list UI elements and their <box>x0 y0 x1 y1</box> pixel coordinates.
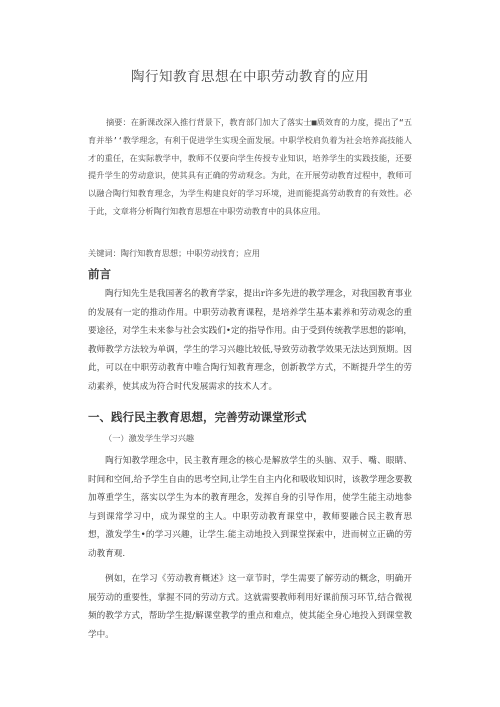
section-1-subheading: （一）激发学生学习兴趣 <box>104 433 195 443</box>
section-1-text-1: 陶行知教学理念中，民主教育理念的核心是解放学生的头脑、双手、嘴、眼睛、时间和空间,给予学生自由的思考空间,让学生自主内化和吸收知识时，该教学理念要教加尊重学生，落实以学生为本的教育理念，发挥自身的引导作用，使学生能主动地参与到课常学习中，成为课堂的主人。中职劳动教育课堂中，教师要融合民主教育思想，激发学生•的学习兴趣，让学生.能主动地投入到课堂探索中，进而树立正确的劳动教育观. <box>88 456 412 559</box>
section-1-text-2: 例如，在学习《劳动教育概述》这一章节时，学生需要了解劳动的概念，明确开展劳动的重要性，掌握不同的劳动方式。这就需要教师利用好课前预习环节,结合微视频的教学方式，帮助学生提/解课堂教学的重点和难点，使其能全身心地投入到课堂教学中。 <box>88 574 412 640</box>
keywords: 关键词：陶行知教育思想；中职劳动找育；应用 <box>88 248 260 258</box>
intro-paragraph <box>88 285 412 397</box>
abstract-text: 摘要：在新课改深入推行背景下，教育部门加大了落实士■质效育的力度，提出了“五育并举’‘教学理念，有利于促进学生实现全面发展。中职学校肩负着为社会培养高技能人才的重任，在实际教学中，教师不仅要向学生传授专业知识，培养学生的实践技能，还要提升学生的劳动意识，使其具有正确的劳动观念。为此，在开展劳动教育过程中，教师可以融合陶行知教育理念，为学生构建良好的学习环境，进而能提高劳动教育的有效性。必于此，文章将分析陶行知教育思想在中职劳动教育中的具体应用。 <box>88 117 412 216</box>
section-1-heading: 一、践行民主教育思想，完善劳动课堂形式 <box>88 410 307 424</box>
paper-title: 陶行知教育思想在中职劳动教育的应用 <box>131 69 369 85</box>
section-1-paragraph-2 <box>88 570 412 644</box>
section-1-paragraph-1 <box>88 452 412 564</box>
intro-text: 陶行知先生是我国著名的教育学家，提出r许多先进的教学理念，对我国教育事业的发展有一定的推动作用。中职劳动教育课程，是培养学生基本素养和劳动观念的重要途径，对学生未来参与社会实践们•定的指导作用。由于受到传统教学思想的影响，教师教学方法较为单调，学生的学习兴趣比较低,导致劳动教学效果无法达到预期。因此，可以在中职劳动教育中唯合陶行知教育理念，创新教学方式，不断提升学生的劳动素养，使其成为符合时代发展需求的技术人才。 <box>88 289 412 392</box>
intro-heading: 前言 <box>88 267 111 281</box>
abstract <box>88 114 412 221</box>
